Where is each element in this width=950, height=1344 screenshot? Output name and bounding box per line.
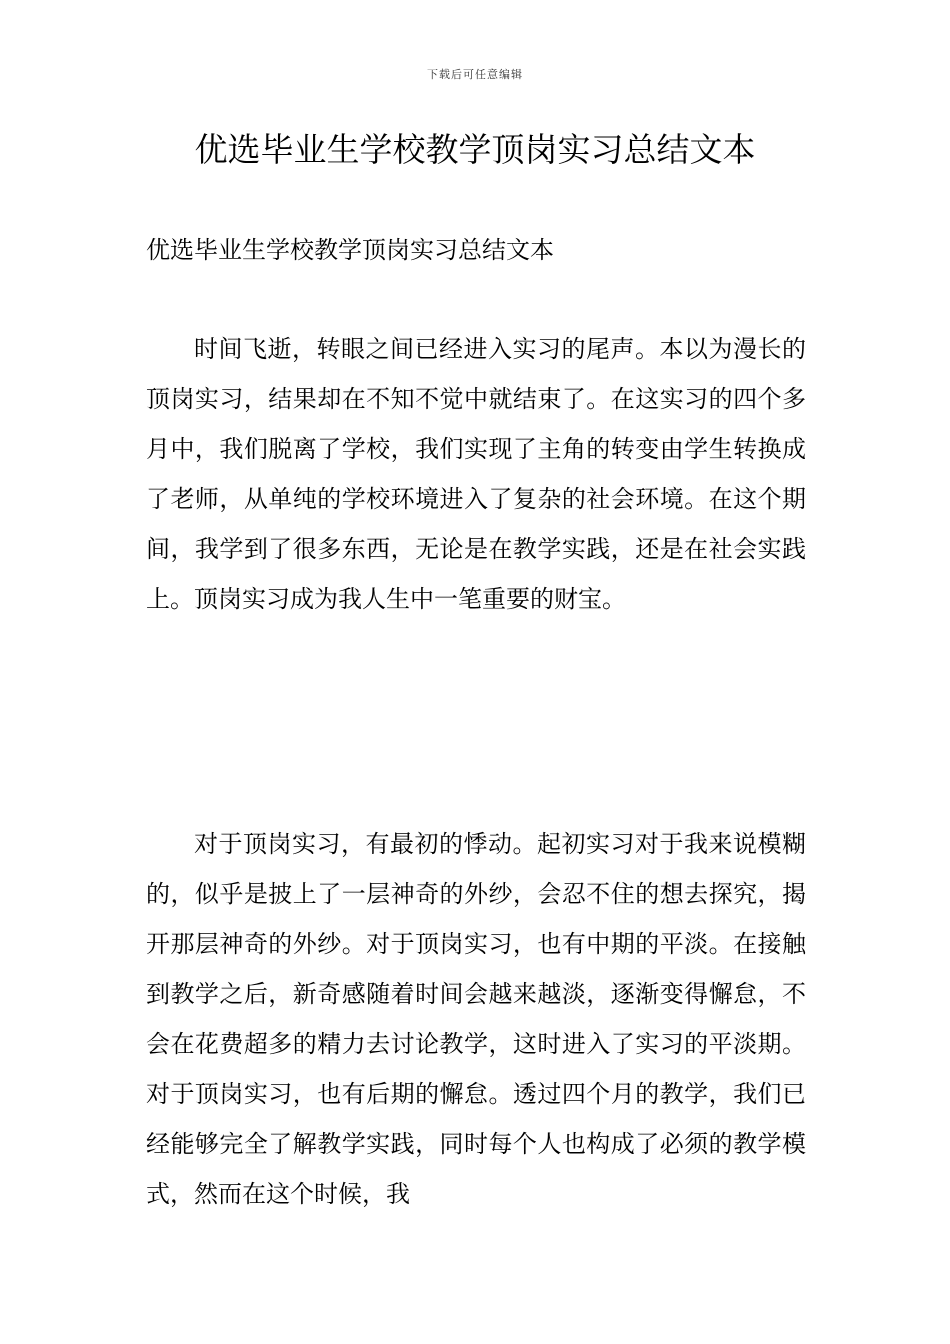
document-subtitle: 优选毕业生学校教学顶岗实习总结文本: [146, 236, 554, 264]
header-note: 下载后可任意编辑: [427, 68, 523, 81]
document-title: 优选毕业生学校教学顶岗实习总结文本: [194, 130, 756, 169]
body-paragraph-1: 时间飞逝，转眼之间已经进入实习的尾声。本以为漫长的顶岗实习，结果却在不知不觉中就结束了。在这实习的四个多月中，我们脱离了学校，我们实现了主角的转变由学生转换成了老师，从单纯的学校环境进入了复杂的社会环境。在这个期间，我学到了很多东西，无论是在教学实践，还是在社会实践上。顶岗实习成为我人生中一笔重要的财宝。: [146, 335, 806, 613]
body-paragraph-2: 对于顶岗实习，有最初的悸动。起初实习对于我来说模糊的，似乎是披上了一层神奇的外纱，会忍不住的想去探究，揭开那层神奇的外纱。对于顶岗实习，也有中期的平淡。在接触到教学之后，新奇感随着时间会越来越淡，逐渐变得懈怠，不会在花费超多的精力去讨论教学，这时进入了实习的平淡期。对于顶岗实习，也有后期的懈怠。透过四个月的教学，我们已经能够完全了解教学实践，同时每个人也构成了必须的教学模式，然而在这个时候，我: [146, 830, 806, 1208]
